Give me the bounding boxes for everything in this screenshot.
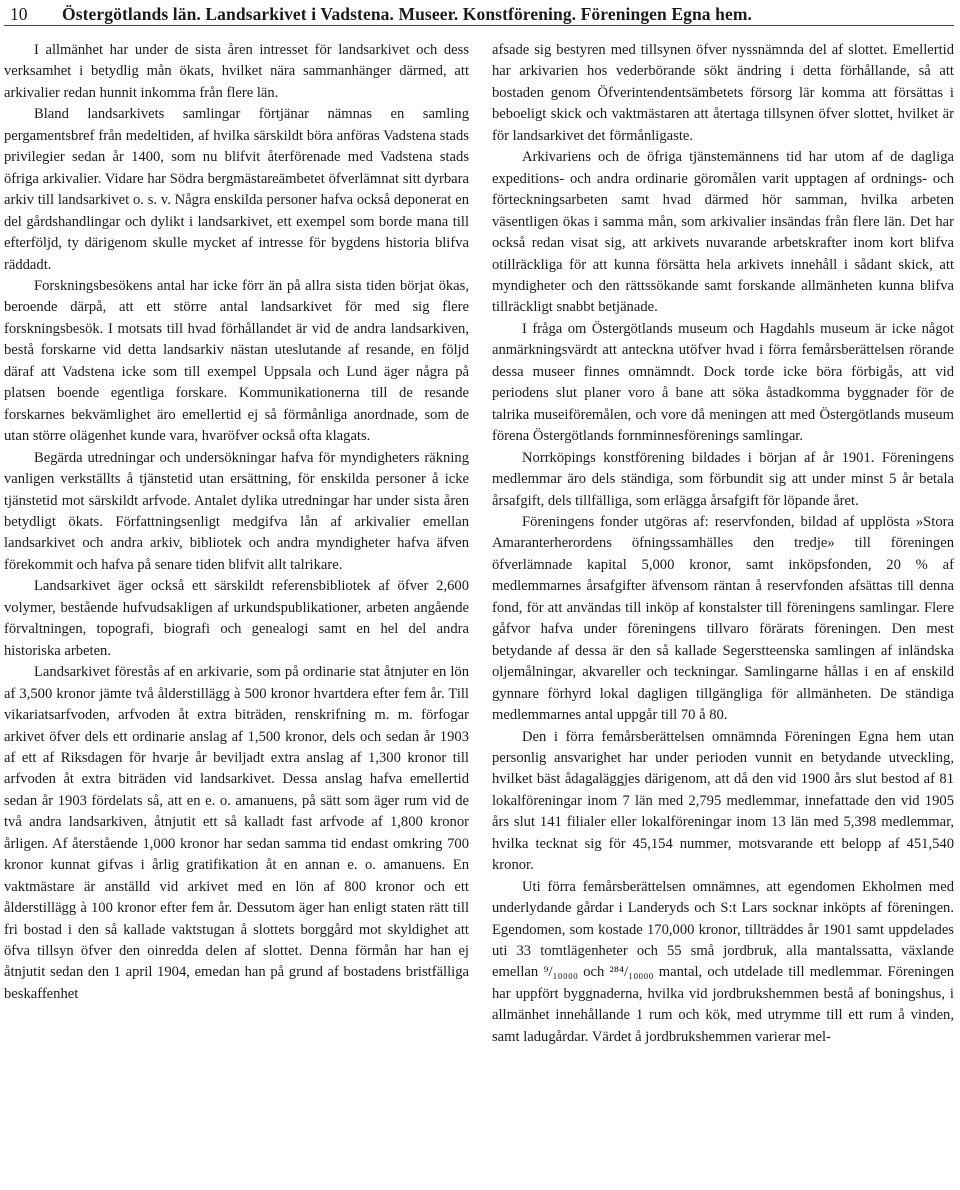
paragraph: Forskningsbesökens antal har icke förr än på allra sista tiden börjat ökas, beroende därpå, att ett större antal landsarkivet för med sig flere forskningsbesök. I motsats till hvad förhållandet är vid de andra landsarkiven, bestå forskarne vid detta landsarkiv nästan uteslutande af resande, en följd däraf att Vadstena icke som till exempel Uppsala och Lund äger några på platsen boende egentliga forskare. Kommunikationerna till de resande forskarnes bekvämlighet äro emellertid ej så förmånliga anordnade, som de utan större olägenhet kunde vara, hvaröfver också ofta klagats.	[4, 277, 469, 445]
header-rule	[4, 25, 954, 26]
paragraph: I allmänhet har under de sista åren intresset för landsarkivet och dess verksamhet i betydlig mån ökats, hvilket nära sammanhänger därmed, att arkivalier redan hunnit inkomma från flere län.	[4, 42, 469, 101]
paragraph: Norrköpings konstförening bildades i början af år 1901. Föreningens medlemmar äro dels ständiga, som förbundit sig att under minst 5 år betala årsafgift, dels tillfälliga, som erlägga årsafgift för löpande året.	[492, 449, 954, 509]
right-column	[492, 40, 954, 1048]
paragraph: Bland landsarkivets samlingar förtjänar nämnas en samling pergamentsbref från medeltiden, af hvilka särskildt böra anföras Vadstena stads privilegier sedan år 1400, som nu blifvit återförenade med Vadstena stads öfriga arkivalier. Vidare har Södra bergmästareämbetet öfverlämnat sitt dyrbara arkiv till landsarkivet o. s. v. Några enskilda personer hafva också deponerat en del gårdshandlingar och dylikt i landsarkivet, ett exempel som borde mana till efterföljd, ty därigenom skulle mycket af intresse för bygdens historia blifva räddadt.	[4, 106, 469, 273]
paragraph: afsade sig bestyren med tillsynen öfver nyssnämnda del af slottet. Emellertid har arkivarien hos vederbörande sökt ändring i detta förhållande, så att bostaden genom Öfverintendentsämbetets försorg lär komma att försättas i beboeligt skick och vaktmästaren att återtaga tillsynen öfver slottet, hvilket är för landsarkivet det förmånligaste.	[492, 42, 954, 144]
paragraph: I fråga om Östergötlands museum och Hagdahls museum är icke något anmärkningsvärdt att anteckna utöfver hvad i förra femårsberättelsen rörande dessa museer finnes omnämndt. Dock torde icke böra förbigås, att vid periodens slut planer voro å bane att söka åstadkomma byggnader för de talrika museiföremålen, och vore då meningen att med Östergötlands museum förena Östergötlands fornminnesförenings samlingar.	[492, 320, 954, 445]
paragraph: Föreningens fonder utgöras af: reservfonden, bildad af upplösta »Stora Amaranterherordens öfningssamhälles den tredje» till föreningen öfverlämnade kapital 5,000 kronor, samt inköpsfonden, 20 % af medlemmarnes årsafgifter äfvensom räntan å reservfonden afsättas till denna fond, för att användas till inköp af konstalster till föreningens samlingar. Flere gåfvor hafva under föreningens tillvaro förärats föreningen. Den mest betydande af dessa är den så kallade Segerstteenska samlingen af inländska oljemålningar, akvareller och teckningar. Samlingarne hållas i en af enskild gynnare förhyrd lokal dagligen tillgängliga för allmänheten. De ständiga medlemmarnes antal uppgår till 70 å 80.	[492, 513, 954, 724]
paragraph: Uti förra femårsberättelsen omnämnes, att egendomen Ekholmen med underlydande gårdar i Landeryds och S:t Lars socknar inköpts af föreningen. Egendomen, som kostade 170,000 kronor, tillträddes år 1901 samt uppdelades uti 33 tomtlägenheter och 55 små jordbruk, alla mantalssatta, växlande emellan ⁹/₁₀₀₀₀ och ²⁸⁴/₁₀₀₀₀ mantal, och utdelade till medlemmar. Föreningen har uppfört byggnaderna, hvilka vid jordbrukshemmen bestå af boningshus, i allmänhet innehållande 1 rum och kök, med utrymme till ett rum å vinden, samt ladugårdar. Värdet å jordbrukshemmen varierar mel-	[492, 878, 954, 1045]
paragraph: Begärda utredningar och undersökningar hafva för myndigheters räkning vanligen verkställts å tjänstetid utan ersättning, för enskilda personer å icke tjänstetid mot särskildt arfvode. Antalet dylika utredningar har under sista åren betydligt ökats. Författningsenligt medgifva lån af arkivalier emellan landsarkivet och andra arkiv, bibliotek och andra myndigheter hafva äfven förekommit och hafva på senare tiden blifvit allt talrikare.	[4, 449, 469, 573]
paragraph: Landsarkivet äger också ett särskildt referensbibliotek af öfver 2,600 volymer, bestående hufvudsakligen af urkundspublikationer, arbeten angående förvaltningen, topografi, biografi och genealogi samt en hel del andra historiska arbeten.	[4, 578, 469, 659]
paragraph: Den i förra femårsberättelsen omnämnda Föreningen Egna hem utan personlig ansvarighet har under perioden vunnit en betydande utveckling, hvilket bäst ådagaläggjes därigenom, att då den vid 1900 års slut bestod af 81 lokalföreningar inom 7 län med 2,795 medlemmar, innefattade den vid 1905 års slut 141 filialer eller lokalföreningar inom 13 län med 5,398 medlemmar, hvilka tecknat sig för 45,154 nummer, motsvarande ett belopp af 451,540 kronor.	[492, 728, 954, 874]
left-column	[4, 40, 469, 1005]
page-number: 10	[10, 4, 28, 24]
running-header	[4, 2, 954, 26]
paragraph: Landsarkivet förestås af en arkivarie, som på ordinarie stat åtnjuter en lön af 3,500 kronor jämte två ålderstillägg à 500 kronor hvartdera efter fem år. Till vikariatsarfvoden, arfvoden åt extra biträden, renskrifning m. m. förfogar arkivet öfver dels ett ordinarie anslag af 1,500 kronor, dels och sedan år 1903 af ett af Riksdagen för hvarje år beviljadt extra anslag af 1,300 kronor till arfvoden åt extra biträden vid landsarkivet. Dessa anslag hafva emellertid sedan år 1903 fördelats så, att en e. o. amanuens, på sätt som äger rum vid de två andra landsarkiven, åtnjutit ett så kalladt fast arfvode af 1,800 kronor årligen. Af återstående 1,000 kronor har sedan samma tid endast omkring 700 kronor kunnat gifvas i årlig gratifikation åt en annan e. o. amanuens. En vaktmästare är anställd vid arkivet med en lön af 800 kronor och ett ålderstillägg à 100 kronor efter fem år. Dessutom äger han enligt staten rätt till fri bostad i den så kallade vaktstugan å slottets borggård mot skyldighet att öfva tillsyn öfver den oinredda delen af slottet. Denna förmån har han ej åtnjutit sedan den 1 april 1904, emedan han på grund af bostadens bristfälliga beskaffenhet	[4, 664, 469, 1002]
paragraph: Arkivariens och de öfriga tjänstemännens tid har utom af de dagliga expeditions- och andra ordinarie göromålen varit upptagen af ordnings- och förteckningsarbeten samt hvad därmed hör samman, hvilka arbeten väsentligen ökas i samma mån, som arkivalier insändas från flere län. Det har också redan visat sig, att arkivets nuvarande arbetskrafter inom kort blifva otillräckliga för att kunna försätta hela arkivets innehåll i sådant skick, att myndigheter och den rättssökande samt forskande allmänheten kunna blifva tillräckligt snabbt betjänade.	[492, 149, 954, 316]
running-title: Östergötlands län. Landsarkivet i Vadstena. Museer. Konstförening. Föreningen Egna hem.	[62, 4, 752, 24]
